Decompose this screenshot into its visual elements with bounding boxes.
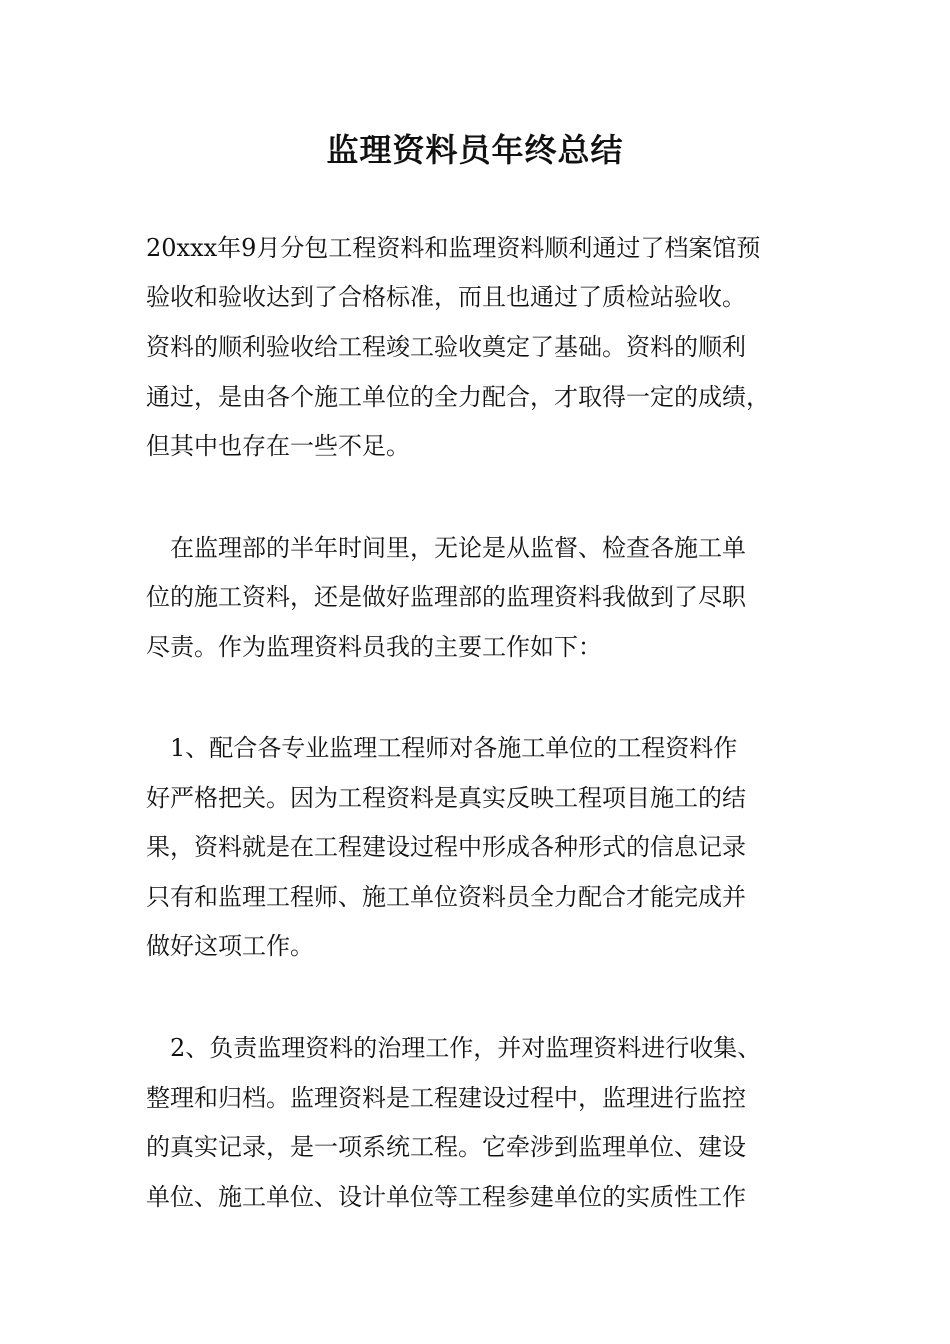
paragraph-3-line-5: 做好这项工作。 (146, 932, 314, 960)
paragraph-2-line-1: 在监理部的半年时间里，无论是从监督、检查各施工单 (146, 534, 746, 562)
paragraph-4-line-2: 整理和归档。监理资料是工程建设过程中，监理进行监控 (146, 1084, 746, 1112)
paragraph-3-line-1: 1、配合各专业监理工程师对各施工单位的工程资料作 (146, 734, 738, 762)
paragraph-2-line-3: 尽责。作为监理资料员我的主要工作如下： (146, 633, 602, 661)
paragraph-1-line-5: 但其中也存在一些不足。 (146, 432, 410, 460)
paragraph-3-line-3: 果，资料就是在工程建设过程中形成各种形式的信息记录 (146, 833, 746, 861)
document-title: 监理资料员年终总结 (326, 131, 624, 169)
paragraph-1-line-2: 验收和验收达到了合格标准，而且也通过了质检站验收。 (146, 283, 746, 311)
paragraph-4-line-3: 的真实记录，是一项系统工程。它牵涉到监理单位、建设 (146, 1133, 746, 1161)
paragraph-3-line-4: 只有和监理工程师、施工单位资料员全力配合才能完成并 (146, 883, 746, 911)
paragraph-1-line-3: 资料的顺利验收给工程竣工验收奠定了基础。资料的顺利 (146, 333, 746, 361)
paragraph-4-line-1: 2、负责监理资料的治理工作，并对监理资料进行收集、 (146, 1034, 762, 1062)
paragraph-1-line-4: 通过，是由各个施工单位的全力配合，才取得一定的成绩， (146, 383, 770, 411)
paragraph-4-line-4: 单位、施工单位、设计单位等工程参建单位的实质性工作 (146, 1183, 746, 1211)
paragraph-3-line-2: 好严格把关。因为工程资料是真实反映工程项目施工的结 (146, 784, 746, 812)
paragraph-2-line-2: 位的施工资料，还是做好监理部的监理资料我做到了尽职 (146, 583, 746, 611)
paragraph-1-line-1: 20xxx年9月分包工程资料和监理资料顺利通过了档案馆预 (146, 234, 761, 262)
